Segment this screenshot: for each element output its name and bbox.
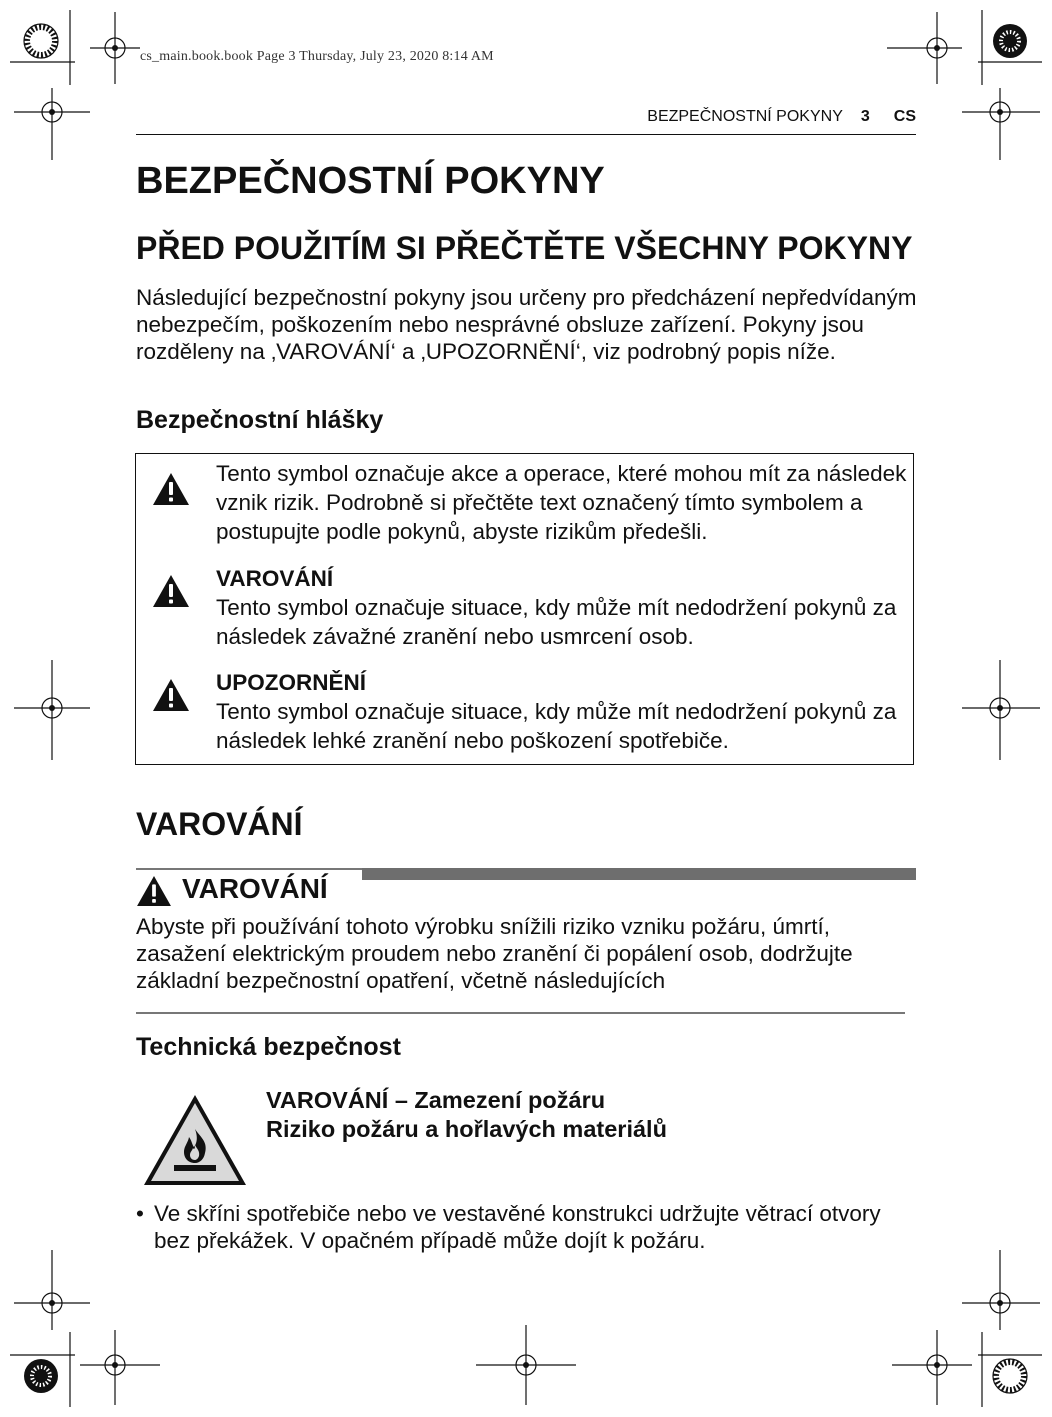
fire-warning-title bbox=[266, 1086, 667, 1144]
warning-box-rule-thin bbox=[136, 868, 362, 870]
warning-triangle-icon bbox=[136, 875, 172, 907]
bullet-dot: • bbox=[136, 1201, 144, 1226]
safety-message-text: Tento symbol označuje situace, kdy může mít nedodržení pokynů za následek lehké zranění nebo poškození spotřebiče. bbox=[216, 699, 897, 753]
warning-triangle-icon bbox=[152, 472, 190, 506]
warning-triangle-icon bbox=[152, 678, 190, 712]
page-number: 3 bbox=[860, 108, 870, 125]
warning-box-label: VAROVÁNÍ bbox=[182, 873, 328, 904]
language-code: CS bbox=[893, 108, 916, 125]
header-rule bbox=[136, 134, 916, 135]
technical-safety-heading: Technická bezpečnost bbox=[136, 1033, 401, 1061]
warning-box-text: Abyste při používání tohoto výrobku snížili riziko vzniku požáru, úmrtí, zasažení elektrickým proudem nebo zranění či popálení osob, dodržujte základní bezpečnostní opatření, včetně následujících bbox=[136, 914, 853, 993]
safety-messages-heading: Bezpečnostní hlášky bbox=[136, 406, 384, 434]
warning-triangle-icon bbox=[152, 574, 190, 608]
print-slug: cs_main.book.book Page 3 Thursday, July 23, 2020 8:14 AM bbox=[140, 49, 494, 64]
list-item-text: Ve skříni spotřebiče nebo ve vestavěné konstrukci udržujte větrací otvory bez překážek. V opačném případě může dojít k požáru. bbox=[154, 1201, 881, 1253]
page-title: BEZPEČNOSTNÍ POKYNY bbox=[136, 160, 605, 202]
section-subtitle: PŘED POUŽITÍM SI PŘEČTĚTE VŠECHNY POKYNY bbox=[136, 230, 913, 266]
fire-warning-title-line2: Riziko požáru a hořlavých materiálů bbox=[266, 1116, 667, 1142]
safety-message-content bbox=[216, 564, 908, 651]
safety-messages-box bbox=[135, 453, 914, 765]
intro-paragraph: Následující bezpečnostní pokyny jsou určeny pro předcházení nepředvídaným nebezpečím, poškozením nebo nesprávné obsluze zařízení. Pokyny jsou rozděleny na ‚VAROVÁNÍ‘ a ‚UPOZORNĚNÍ‘, viz podrobný popis níže. bbox=[136, 285, 917, 364]
safety-message-label: UPOZORNĚNÍ bbox=[216, 670, 367, 695]
warning-box-bottom-rule bbox=[136, 1012, 905, 1014]
warning-section-heading: VAROVÁNÍ bbox=[136, 806, 303, 842]
warning-box-rule-thick bbox=[362, 868, 916, 880]
running-header bbox=[136, 108, 916, 130]
fire-warning-title-line1: VAROVÁNÍ – Zamezení požáru bbox=[266, 1087, 606, 1113]
flammable-warning-icon bbox=[142, 1093, 248, 1187]
safety-message-text: Tento symbol označuje akce a operace, které mohou mít za následek vznik rizik. Podrobně si přečtěte text označený tímto symbolem a postupujte podle pokynů, abyste rizikům předešli. bbox=[216, 461, 907, 544]
safety-message-content bbox=[216, 668, 908, 755]
running-header-section: BEZPEČNOSTNÍ POKYNY bbox=[647, 108, 843, 125]
safety-message-label: VAROVÁNÍ bbox=[216, 566, 334, 591]
safety-message-text: Tento symbol označuje situace, kdy může mít nedodržení pokynů za následek závažné zranění nebo usmrcení osob. bbox=[216, 595, 897, 649]
